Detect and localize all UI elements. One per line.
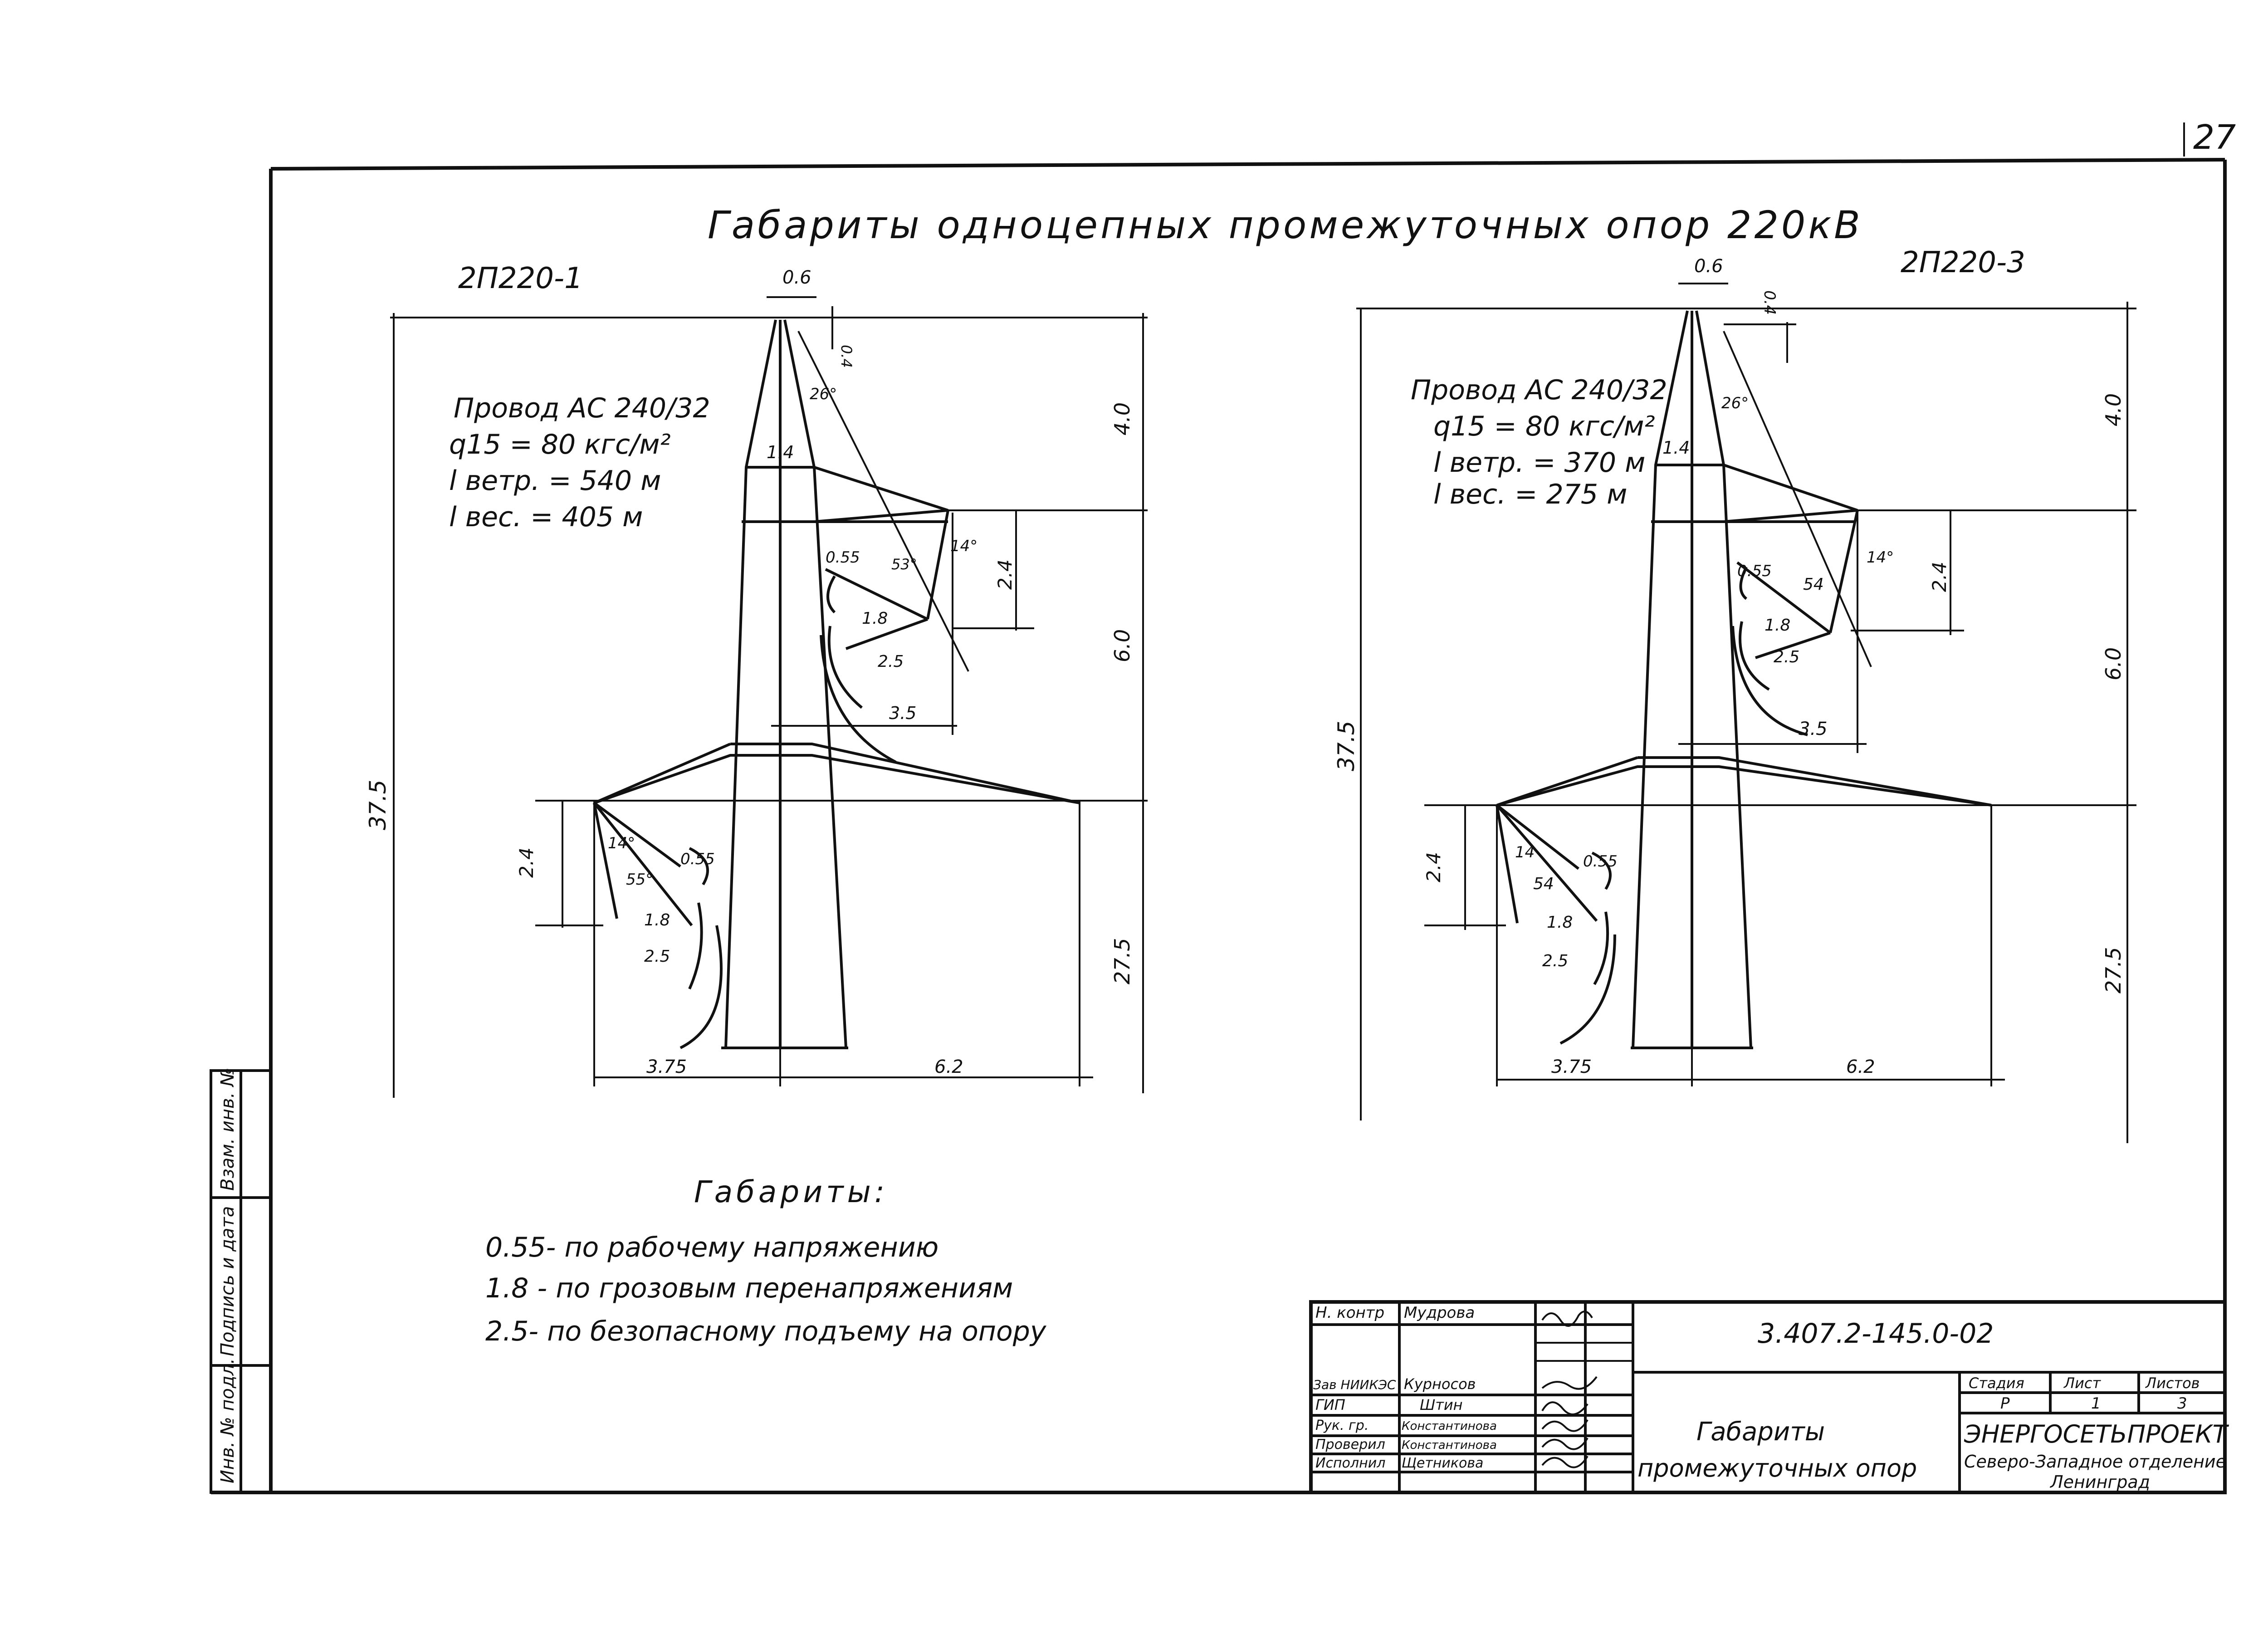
dim-arm-left: 3.75 [1551, 1057, 1592, 1077]
document-code: 3.407.2-145.0-02 [1758, 1318, 1994, 1350]
role-label: Зав НИИКЭС [1313, 1377, 1396, 1392]
dim-arm-right: 6.2 [934, 1057, 963, 1077]
legend [485, 1174, 1047, 1347]
upper-insulator [1724, 331, 1871, 735]
sheet-header: Лист [2064, 1375, 2101, 1392]
sheet-title-line-1: Габариты [1696, 1417, 1825, 1447]
dim-lower-swing: 14 [1515, 843, 1535, 861]
dim-height-mid: 6.0 [1110, 629, 1134, 662]
dim-height-top: 4.0 [1110, 402, 1134, 435]
dim-upper-swing-max: 54 [1803, 575, 1824, 594]
dim-top-width: 0.6 [782, 267, 811, 288]
dim-upper-swing-max: 53° [891, 556, 917, 573]
tower-name: 2П220-3 [1901, 246, 2025, 279]
weight-span: l вес. = 405 м [449, 501, 643, 533]
organization-branch: Северо-Западное отделение [1964, 1452, 2226, 1472]
dim-upper-clearance-work: 0.55 [826, 548, 860, 567]
dim-upper-clearance-storm: 1.8 [862, 609, 888, 628]
organization-name: ЭНЕРГОСЕТЬПРОЕКТ [1964, 1420, 2228, 1448]
sheet-value: 1 [2091, 1394, 2101, 1413]
tower-name: 2П220-1 [458, 262, 583, 295]
side-stamp-inv: Инв. № подл. [217, 1358, 238, 1483]
title-block [1311, 1302, 2229, 1492]
dim-upper-clearance-safe: 2.5 [878, 652, 904, 671]
signatures [1542, 1311, 1597, 1468]
wire-type: Провод АС 240/32 [454, 392, 710, 424]
frame-top [271, 160, 2225, 169]
dim-arm-left: 3.75 [646, 1057, 687, 1077]
dim-angle-top: 26° [1721, 394, 1749, 412]
wind-span: l ветр. = 540 м [449, 465, 661, 497]
dim-upper-swing: 14° [1867, 548, 1894, 567]
dim-height-bottom: 27.5 [2101, 947, 2126, 993]
wind-pressure: q15 = 80 кгс/м² [1433, 411, 1655, 442]
legend-item: 2.5- по безопасному подъему на опору [485, 1316, 1046, 1347]
role-name: Курносов [1404, 1375, 1476, 1393]
dim-lower-clearance-work: 0.55 [1583, 852, 1618, 871]
dim-lower-clearance-safe: 2.5 [1542, 952, 1569, 970]
weight-span: l вес. = 275 м [1433, 479, 1628, 510]
role-label: Проверил [1315, 1437, 1385, 1453]
stage-header: Стадия [1969, 1375, 2024, 1392]
dim-waist-width: 1.4 [767, 442, 794, 462]
role-name: Штин [1420, 1396, 1463, 1414]
dim-height-bottom: 27.5 [1110, 938, 1134, 984]
wire-type: Провод АС 240/32 [1411, 374, 1667, 406]
dim-upper-clearance-storm: 1.8 [1765, 616, 1791, 635]
role-name: Щетникова [1402, 1455, 1484, 1471]
dim-insulator-lower: 2.4 [515, 847, 538, 878]
dim-arm-right: 6.2 [1846, 1057, 1875, 1077]
dim-height-total: 37.5 [365, 779, 391, 830]
dim-top-offset: 0.4 [838, 345, 855, 368]
dim-top-offset: 0.4 [1760, 290, 1779, 315]
role-label: ГИП [1315, 1396, 1345, 1414]
dim-lower-swing: 14° [608, 834, 635, 852]
legend-item: 0.55- по рабочему напряжению [485, 1232, 939, 1263]
side-stamp-sign: Подпись и дата [217, 1206, 238, 1356]
page-title: Габариты одноцепных промежуточных опор 220кВ [708, 203, 1863, 247]
dim-height-mid: 6.0 [2101, 647, 2126, 680]
role-name: Константинова [1402, 1438, 1497, 1452]
dim-arm-upper: 3.5 [889, 703, 917, 723]
role-label: Исполнил [1315, 1455, 1386, 1471]
dim-lower-clearance-storm: 1.8 [644, 911, 670, 929]
tower-2p220-1 [365, 262, 1148, 1098]
dim-upper-clearance-work: 0.55 [1737, 562, 1772, 580]
legend-item: 1.8 - по грозовым перенапряжениям [485, 1272, 1013, 1304]
dim-height-top: 4.0 [2101, 393, 2126, 426]
tower-2p220-3 [1333, 246, 2136, 1143]
dim-angle-top: 26° [810, 385, 837, 403]
dim-insulator-upper: 2.4 [1928, 562, 1950, 592]
organization-city: Ленинград [2050, 1472, 2150, 1492]
page-number: 27 [2193, 118, 2236, 157]
wind-pressure: q15 = 80 кгс/м² [449, 429, 671, 460]
sheets-value: 3 [2177, 1394, 2187, 1413]
side-stamp-replace: Взам. инв. № [217, 1067, 238, 1191]
dim-upper-swing: 14° [950, 537, 978, 555]
dim-waist-width: 1.4 [1662, 438, 1690, 458]
dim-insulator-lower: 2.4 [1422, 852, 1445, 882]
sheet-title-line-2: промежуточных опор [1637, 1454, 1917, 1482]
role-label: Рук. гр. [1315, 1418, 1369, 1433]
wind-span: l ветр. = 370 м [1433, 447, 1646, 479]
role-label: Н. контр [1315, 1304, 1385, 1322]
dim-height-total: 37.5 [1333, 720, 1359, 771]
role-name: Мудрова [1404, 1304, 1475, 1322]
role-name: Константинова [1402, 1419, 1497, 1433]
sheets-header: Листов [2146, 1375, 2200, 1392]
dim-lower-swing-max: 55° [626, 871, 654, 889]
dim-top-width: 0.6 [1694, 256, 1723, 277]
stage-value: Р [2000, 1394, 2010, 1413]
dim-upper-clearance-safe: 2.5 [1774, 648, 1800, 666]
dim-lower-swing-max: 54 [1533, 875, 1554, 893]
side-stamp [211, 1067, 271, 1492]
dim-arm-upper: 3.5 [1799, 719, 1828, 739]
legend-heading: Габариты: [694, 1174, 888, 1209]
dim-insulator-upper: 2.4 [994, 559, 1016, 590]
dim-lower-clearance-storm: 1.8 [1547, 913, 1573, 932]
dim-lower-clearance-work: 0.55 [680, 850, 715, 868]
dim-lower-clearance-safe: 2.5 [644, 947, 670, 966]
